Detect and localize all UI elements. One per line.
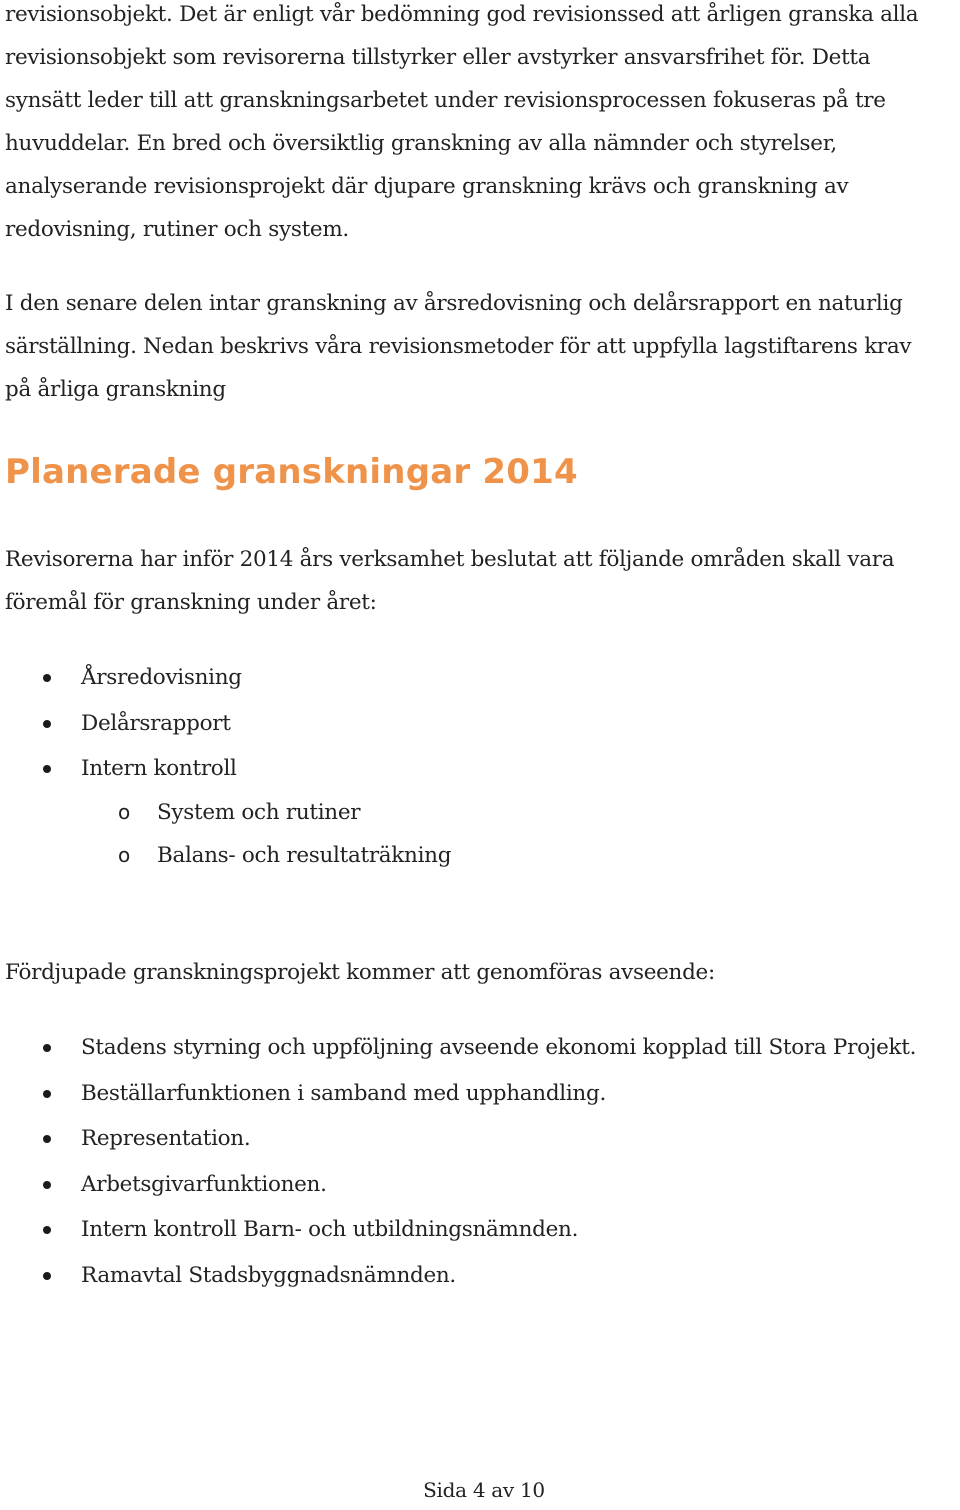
bullet-icon: [43, 1090, 51, 1098]
list-item-label: Arbetsgivarfunktionen.: [81, 1171, 327, 1197]
intro-line: synsätt leder till att granskningsarbetet under revisionsprocessen fokuseras på tre: [5, 88, 886, 113]
second-paragraph: [5, 282, 955, 411]
intro-line: redovisning, rutiner och system.: [5, 217, 349, 242]
intro-line: analyserande revisionsprojekt där djupare granskning krävs och granskning av: [5, 174, 849, 199]
list-item-label: Stadens styrning och uppföljning avseende ekonomi kopplad till Stora Projekt.: [81, 1035, 917, 1060]
bullet-icon: [43, 765, 51, 773]
list-item-label: Årsredovisning: [81, 665, 242, 690]
planned-intro-line: Revisorerna har inför 2014 års verksamhet beslutat att följande områden skall vara: [5, 547, 895, 572]
bullet-icon: [43, 1135, 51, 1143]
bullet-icon: [43, 1181, 51, 1189]
bullet-icon: [43, 720, 51, 728]
intro-line: huvuddelar. En bred och översiktlig granskning av alla nämnder och styrelser,: [5, 131, 837, 156]
projects-intro: [5, 951, 955, 994]
second-paragraph-line: på årliga granskning: [5, 377, 226, 402]
circle-bullet-icon: o: [118, 843, 130, 867]
intro-line: revisionsobjekt som revisorerna tillstyrker eller avstyrker ansvarsfrihet för. Detta: [5, 45, 871, 70]
planned-intro-paragraph: [5, 538, 955, 624]
list-item-label: Ramavtal Stadsbyggnadsnämnden.: [81, 1262, 456, 1288]
list-item-label: Beställarfunktionen i samband med upphandling.: [81, 1080, 606, 1106]
sublist-item-label: System och rutiner: [157, 800, 361, 825]
section-heading: Planerade granskningar 2014: [5, 452, 578, 492]
list-item-label: Representation.: [81, 1126, 251, 1151]
bullet-icon: [43, 674, 51, 682]
bullet-icon: [43, 1044, 51, 1052]
projects-intro-line: Fördjupade granskningsprojekt kommer att genomföras avseende:: [5, 960, 715, 985]
intro-line: revisionsobjekt. Det är enligt vår bedömning god revisionssed att årligen granska alla: [5, 2, 919, 27]
page-footer: Sida 4 av 10: [423, 1478, 545, 1502]
bullet-icon: [43, 1226, 51, 1234]
list-item-label: Intern kontroll Barn- och utbildningsnämnden.: [81, 1217, 579, 1242]
second-paragraph-line: I den senare delen intar granskning av årsredovisning och delårsrapport en naturlig: [5, 291, 903, 316]
second-paragraph-line: särställning. Nedan beskrivs våra revisionsmetoder för att uppfylla lagstiftarens krav: [5, 334, 912, 359]
intro-paragraph: [5, 0, 955, 251]
circle-bullet-icon: o: [118, 800, 130, 824]
bullet-icon: [43, 1272, 51, 1280]
planned-intro-line: föremål för granskning under året:: [5, 590, 377, 615]
sublist-item-label: Balans- och resultaträkning: [157, 843, 452, 868]
list-item-label: Delårsrapport: [81, 710, 231, 736]
list-item-label: Intern kontroll: [81, 756, 237, 781]
